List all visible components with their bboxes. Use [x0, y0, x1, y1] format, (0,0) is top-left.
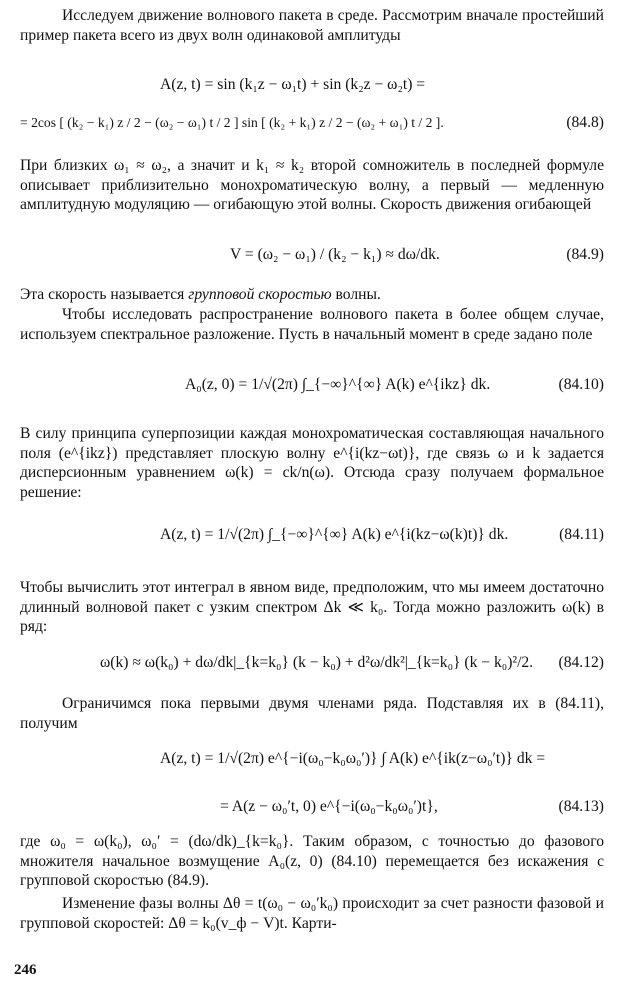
- equation-formula: A(z, t) = sin (k₁z − ω₁t) + sin (k₂z − ω₂t) =: [160, 76, 426, 93]
- equation-84-8-line1: [20, 70, 604, 100]
- equation-formula: A(z, t) = 1/√(2π) e^{−i(ω₀−k₀ω₀′)} ∫ A(k) e^{ik(z−ω₀′t)} dk =: [160, 750, 546, 767]
- paragraph-definitions: где ω₀ = ω(k₀), ω₀′ = (dω/dk)_{k=k₀}. Таким образом, с точностью до фазового множителя начальное возмущение A₀(z, 0) (84.10) перемещается без искажения с групповой скоростью (84.9).: [20, 833, 604, 890]
- paragraph-narrow-spectrum: Чтобы вычислить этот интеграл в явном виде, предположим, что мы имеем достаточно длинный волновой пакет с узким спектром Δk ≪ k₀. Тогда можно разложить ω(k) в ряд:: [20, 579, 604, 636]
- equation-number: (84.12): [558, 654, 604, 671]
- paragraph-intro: Исследуем движение волнового пакета в среде. Рассмотрим вначале простейший пример пакета всего из двух волн одинаковой амплитуды: [20, 7, 604, 44]
- paragraph-phase-change: Изменение фазы волны Δθ = t(ω₀ − ω₀′k₀) происходит за счет разности фазовой и групповой скоростей: Δθ = k₀(v_ф − V)t. Карти-: [20, 895, 604, 932]
- text-segment: Эта скорость называется: [20, 286, 189, 303]
- equation-number: (84.11): [559, 526, 604, 543]
- term-group-velocity: групповой скоростью: [188, 286, 332, 303]
- paragraph-envelope: При близких ω₁ ≈ ω₂, а значит и k₁ ≈ k₂ второй сомножитель в последней формуле описывает приблизительно монохроматическую волну, а первый — медленную амплитудную модуляцию — огибающую этой волны. Скорость движения огибающей: [20, 157, 604, 214]
- equation-number: (84.8): [566, 114, 604, 131]
- equation-84-13-line2: [20, 792, 604, 822]
- equation-84-13-line1: [20, 744, 604, 774]
- equation-formula: ω(k) ≈ ω(k₀) + dω/dk|_{k=k₀} (k − k₀) + d²ω/dk²|_{k=k₀} (k − k₀)²/2.: [100, 654, 534, 671]
- equation-84-9: [20, 240, 604, 270]
- equation-formula: = 2cos [ (k₂ − k₁) z / 2 − (ω₂ − ω₁) t / 2 ] sin [ (k₂ + k₁) z / 2 − (ω₂ + ω₁) t / 2 ].: [20, 115, 444, 130]
- equation-84-11: [20, 520, 604, 550]
- equation-84-10: [20, 370, 604, 400]
- equation-number: (84.13): [558, 798, 604, 815]
- text-segment: волны.: [331, 286, 381, 303]
- paragraph-spectral: Чтобы исследовать распространение волнового пакета в более общем случае, используем спектральное разложение. Пусть в начальный момент в среде задано поле: [20, 306, 604, 343]
- equation-formula: = A(z − ω₀′t, 0) e^{−i(ω₀−k₀ω₀′)t},: [220, 798, 438, 815]
- paragraph-superposition: В силу принципа суперпозиции каждая монохроматическая составляющая начального поля (e^{ikz}) представляет плоскую волну e^{i(kz−ωt)}, где связь ω и k задается дисперсионным уравнением ω(k) = ck/n(ω). Отсюда сразу получаем формальное решение:: [20, 425, 604, 501]
- paragraph-two-terms: Ограничимся пока первыми двумя членами ряда. Подставляя их в (84.11), получим: [20, 695, 604, 732]
- equation-84-12: [20, 648, 604, 678]
- page-number: 246: [14, 962, 37, 978]
- equation-number: (84.9): [566, 246, 604, 263]
- equation-84-8-line2: [20, 108, 604, 138]
- paragraph-group-velocity: [20, 285, 604, 305]
- equation-formula: A(z, t) = 1/√(2π) ∫_{−∞}^{∞} A(k) e^{i(kz−ω(k)t)} dk.: [160, 526, 509, 543]
- equation-number: (84.10): [558, 376, 604, 393]
- equation-formula: V = (ω₂ − ω₁) / (k₂ − k₁) ≈ dω/dk.: [230, 246, 440, 263]
- equation-formula: A₀(z, 0) = 1/√(2π) ∫_{−∞}^{∞} A(k) e^{ikz} dk.: [185, 376, 491, 393]
